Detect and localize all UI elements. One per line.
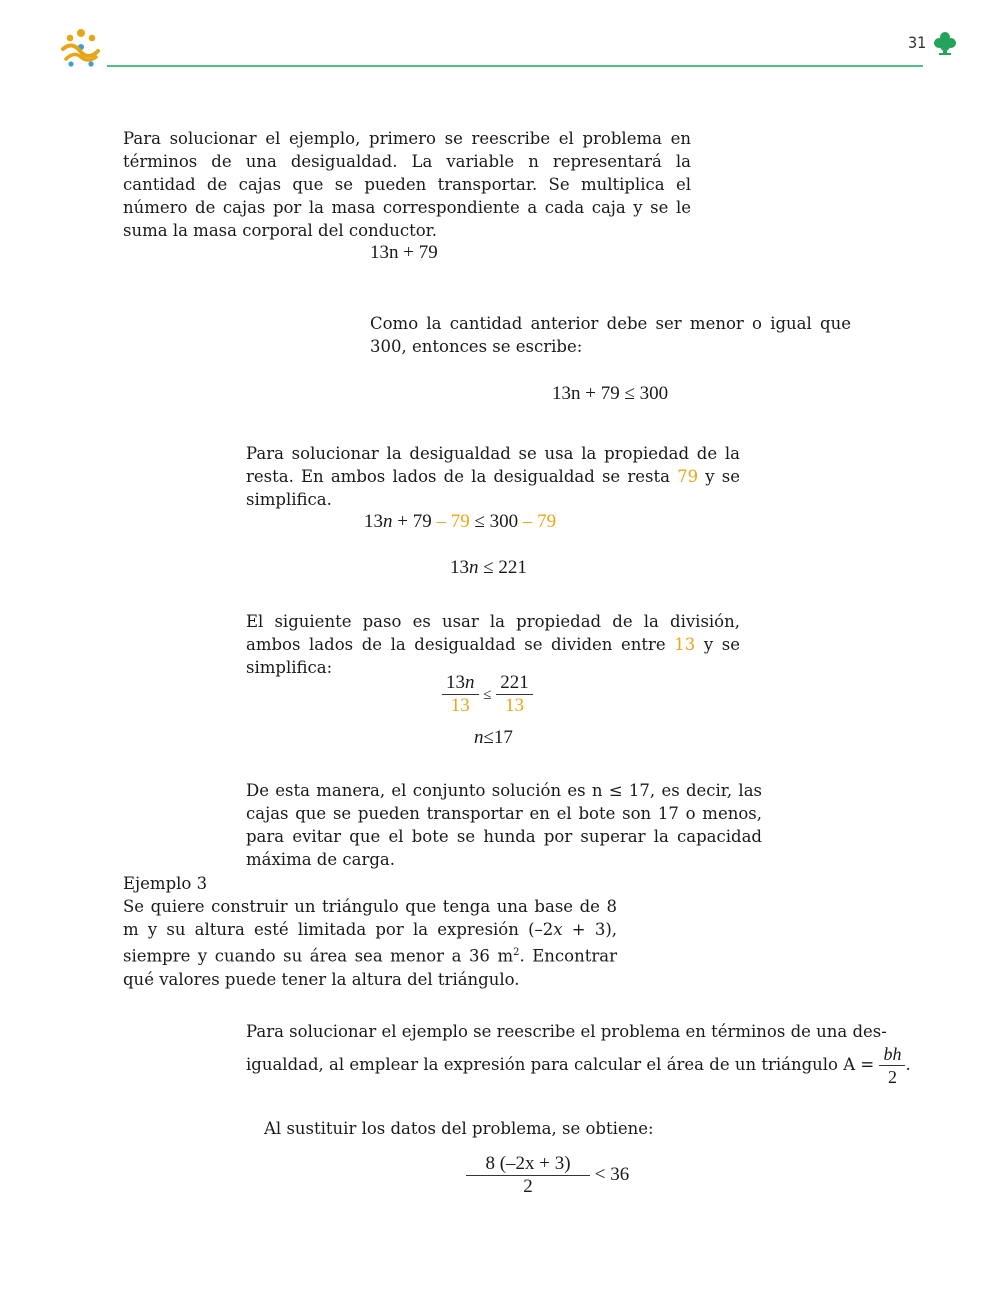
paragraph-solution: De esta manera, el conjunto solución es n ≤ 17, es decir, las cajas que se pueden transportar en el bote son 17 o menos, para evitar que el bote se hunda por superar la capacidad máxima de carga. <box>246 781 762 869</box>
eq4-coef: 13 <box>450 557 469 578</box>
paragraph-division-text: El siguiente paso es usar la propiedad de la división, ambos lados de la desigualdad se dividen entre <box>246 612 740 654</box>
frac-right-num: 221 <box>496 672 533 695</box>
eq7-rhs: < 36 <box>594 1163 630 1185</box>
eq3-subtract-left: – 79 <box>436 511 470 532</box>
example3-text-part2: + 3), siempre y cuando su área sea menor a 36 m <box>123 920 617 966</box>
eq5-operator: ≤ <box>483 686 492 703</box>
area-frac-num: bh <box>879 1043 905 1066</box>
variable-x: x <box>553 920 563 939</box>
highlight-13: 13 <box>674 635 696 654</box>
equation-area-inequality <box>466 1153 629 1198</box>
example3-text-part3: . Encontrar qué valores puede tener la altura del triángulo. <box>123 946 617 989</box>
variable-n: n <box>474 727 484 748</box>
paragraph-subtraction-text: Para solucionar la desigualdad se usa la propiedad de la resta. En ambos lados de la desigualdad se resta <box>246 444 740 486</box>
example3-text <box>123 895 617 991</box>
frac-left-den: 13 <box>450 695 470 716</box>
eq7-numerator: 8 (–2x + 3) <box>466 1153 590 1176</box>
variable-n: n <box>383 511 393 532</box>
equation-result <box>474 727 513 749</box>
tree-icon <box>934 31 956 57</box>
logo-icon <box>58 27 104 69</box>
frac-left-num: 13 <box>446 672 465 693</box>
paragraph-area-line1: Para solucionar el ejemplo se reescribe el problema en términos de una des- <box>246 1022 887 1041</box>
header-rule <box>107 65 923 67</box>
equation-simplified <box>450 557 527 579</box>
page-number: 31 <box>908 33 927 52</box>
paragraph-area-text: igualdad, al emplear la expresión para calcular el área de un triángulo A = <box>246 1055 875 1074</box>
eq3-term-right: ≤ 300 <box>469 511 523 532</box>
example3-superscript: 2 <box>513 947 520 958</box>
paragraph-division <box>246 610 740 679</box>
fraction-area <box>466 1153 590 1198</box>
equation-inequality: 13n + 79 ≤ 300 <box>552 383 669 404</box>
paragraph-substitution: Al sustituir los datos del problema, se obtiene: <box>264 1119 654 1138</box>
paragraph-intro: Para solucionar el ejemplo, primero se reescribe el problema en términos de una desigualdad. La variable n representará la cantidad de cajas que se pueden transportar. Se multiplica el número de cajas por la masa correspondiente a cada caja y se le suma la masa corporal del conductor. <box>123 129 691 240</box>
paragraph-subtraction <box>246 442 740 511</box>
paragraph-condition: Como la cantidad anterior debe ser menor o igual que 300, entonces se escribe: <box>370 314 851 356</box>
equation-subtraction-step <box>364 511 556 533</box>
example3-title: Ejemplo 3 <box>123 874 208 893</box>
eq7-denominator: 2 <box>523 1176 533 1197</box>
area-frac-den: 2 <box>887 1067 897 1087</box>
paragraph-subtraction-end: y se simplifica. <box>246 467 740 509</box>
paragraph-area-end: . <box>905 1055 911 1074</box>
highlight-79: 79 <box>677 467 699 486</box>
paragraph-area-line2 <box>246 1043 911 1088</box>
equation-expression: 13n + 79 <box>370 242 438 263</box>
fraction-right <box>496 672 533 717</box>
eq3-term: + 79 <box>392 511 437 532</box>
eq4-rhs: ≤ 221 <box>478 557 527 578</box>
eq3-subtract-right: – 79 <box>522 511 557 532</box>
paragraph-division-end: y se simplifica: <box>246 635 741 677</box>
fraction-area-formula <box>879 1043 905 1088</box>
equation-division-step <box>442 672 533 717</box>
fraction-left: $\frac{13n}{13}$ <box>442 672 479 717</box>
example3-text-part1: Se quiere construir un triángulo que tenga una base de 8 m y su altura esté limitada por la expresión (–2 <box>123 897 617 939</box>
variable-n: n <box>469 557 479 578</box>
eq6-rhs: ≤17 <box>483 727 513 748</box>
eq3-coef: 13 <box>364 511 383 532</box>
frac-right-den: 13 <box>504 695 524 716</box>
